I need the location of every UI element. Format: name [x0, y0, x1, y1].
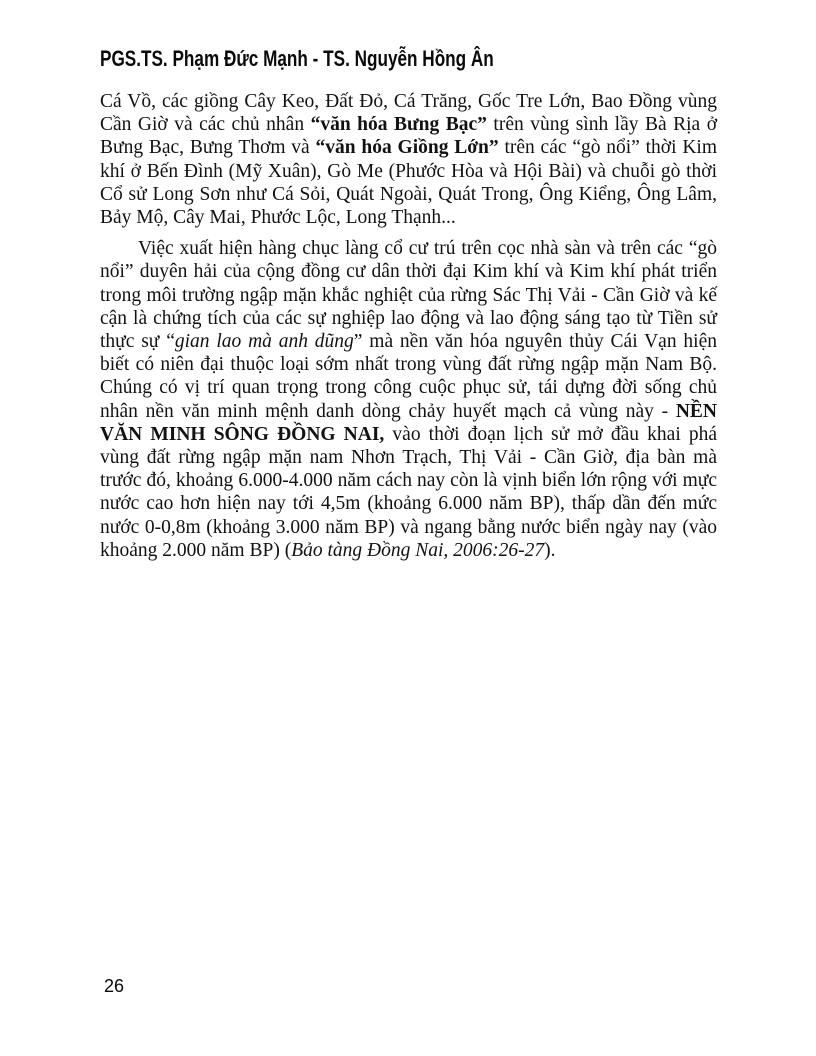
paragraph-2	[100, 237, 717, 562]
text-segment: ” mà nền văn hóa nguyên thủy Cái Vạn hiện biết có niên đại thuộc loại sớm nhất trong vùng đất rừng ngập mặn Nam Bộ. Chúng có vị trí quan trọng trong công cuộc phục sử, tái dựng đời sống chủ nhân nền văn minh mệnh danh dòng chảy huyết mạch cả vùng này -	[100, 331, 717, 422]
body-text	[100, 90, 717, 562]
text-segment: ).	[544, 539, 556, 561]
text-segment-italic: gian lao mà anh dũng	[174, 331, 354, 353]
author-header: PGS.TS. Phạm Đức Mạnh - TS. Nguyễn Hồng Ân	[100, 46, 494, 71]
paragraph-1	[100, 90, 717, 229]
text-segment: trên vùng sình lầy Bà Rịa ở Bưng Bạc, Bưng Thơm và	[100, 114, 718, 159]
text-segment-bold: “văn hóa Bưng Bạc”	[310, 114, 487, 136]
text-segment: Cá Vồ, các giồng Cây Keo, Đất Đỏ, Cá Trăng, Gốc Tre Lớn, Bao Đồng vùng Cần Giờ và các chủ nhân	[100, 91, 717, 136]
text-segment-italic: Bảo tàng Đồng Nai, 2006:26-27	[291, 539, 545, 561]
text-segment: Việc xuất hiện hàng chục làng cổ cư trú trên cọc nhà sàn và trên các “gò nổi” duyên hải của cộng đồng cư dân thời đại Kim khí và Kim khí phát triển trong môi trường ngập mặn khắc nghiệt của rừng Sác Thị Vải - Cần Giờ và kế cận là chứng tích của các sự nghiệp lao động và lao động sáng tạo từ Tiền sử thực sự “	[100, 238, 717, 353]
text-segment: trên các “gò nổi” thời Kim khí ở Bến Đình (Mỹ Xuân), Gò Me (Phước Hòa và Hội Bài) và chuỗi gò thời Cổ sử Long Sơn như Cá Sỏi, Quát Ngoài, Quát Trong, Ông Kiểng, Ông Lâm, Bảy Mộ, Cây Mai, Phước Lộc, Long Thạnh...	[100, 137, 717, 229]
text-segment-bold: NỀN VĂN MINH SÔNG ĐỒNG NAI,	[100, 400, 717, 445]
text-segment-bold: “văn hóa Giồng Lớn”	[315, 137, 499, 159]
page-number: 26	[104, 976, 125, 996]
text-segment: vào thời đoạn lịch sử mở đầu khai phá vùng đất rừng ngập mặn nam Nhơn Trạch, Thị Vải - Cần Giờ, địa bàn mà trước đó, khoảng 6.000-4.000 năm cách nay còn là vịnh biển lớn rộng với mực nước cao hơn hiện nay tới 4,5m (khoảng 6.000 năm BP), thấp dần đến mức nước 0-0,8m (khoảng 3.000 năm BP) và ngang bằng nước biển ngày nay (vào khoảng 2.000 năm BP) (	[100, 423, 717, 561]
